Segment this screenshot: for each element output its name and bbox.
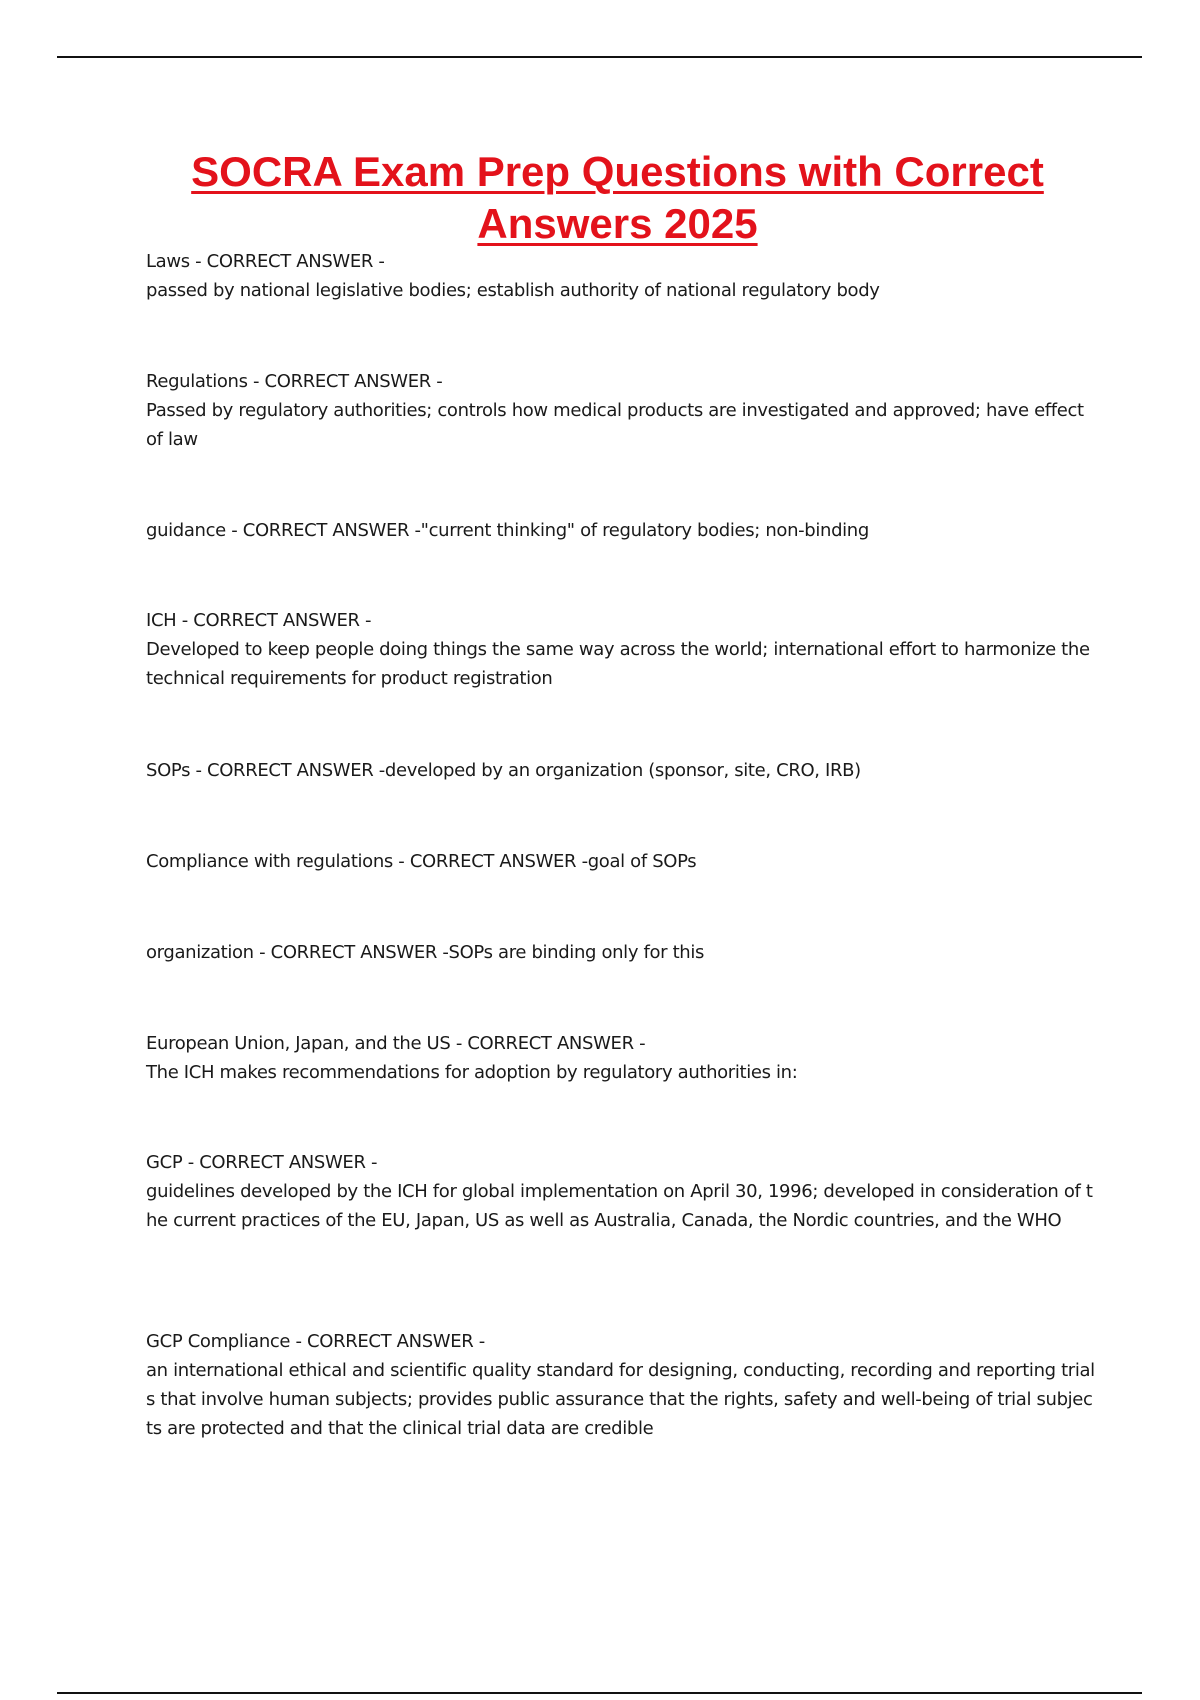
entry-separator: - CORRECT ANSWER - — [176, 610, 372, 631]
entry-separator: - CORRECT ANSWER - — [392, 851, 588, 872]
entry-separator: - CORRECT ANSWER - — [253, 942, 449, 963]
qa-entry-organization — [146, 938, 1096, 967]
entry-definition: Passed by regulatory authorities; controls how medical products are investigated and approved; have effect of law — [146, 400, 1090, 450]
entry-term: GCP Compliance — [146, 1331, 291, 1352]
entry-separator: - CORRECT ANSWER - — [247, 371, 443, 392]
document-title — [150, 146, 1085, 250]
entry-separator: - CORRECT ANSWER - — [290, 1331, 485, 1352]
bottom-rule — [57, 1692, 1142, 1694]
entry-definition: developed by an organization (sponsor, site, CRO, IRB) — [384, 760, 861, 781]
top-rule — [57, 56, 1142, 58]
qa-entry-gcp-compliance — [146, 1327, 1096, 1443]
document-title-text: SOCRA Exam Prep Questions with Correct Answers 2025 — [191, 148, 1044, 247]
entry-definition: passed by national legislative bodies; establish authority of national regulatory body — [146, 280, 880, 301]
entry-term: organization — [146, 942, 254, 963]
entry-separator: - CORRECT ANSWER - — [189, 251, 385, 272]
qa-entry-ich-regions — [146, 1029, 1096, 1087]
entry-term: SOPs — [146, 760, 191, 781]
qa-entry-compliance — [146, 847, 1096, 876]
entry-term: Regulations — [146, 371, 248, 392]
entry-definition: Developed to keep people doing things the same way across the world; international effort to harmonize the technical requirements for product registration — [146, 639, 1096, 689]
qa-entry-guidance — [146, 516, 1096, 545]
entry-term: Compliance with regulations — [146, 851, 393, 872]
entry-definition: The ICH makes recommendations for adoption by regulatory authorities in: — [146, 1062, 798, 1083]
entry-separator: - CORRECT ANSWER - — [225, 520, 421, 541]
qa-entry-gcp — [146, 1148, 1096, 1235]
entry-term: Laws — [146, 251, 190, 272]
entry-definition: goal of SOPs — [587, 851, 697, 872]
entry-term: ICH — [146, 610, 177, 631]
qa-entry-laws — [146, 247, 1096, 305]
entry-definition: SOPs are binding only for this — [448, 942, 705, 963]
qa-entry-sops — [146, 756, 1096, 785]
entry-definition: an international ethical and scientific quality standard for designing, conducting, recording and reporting trials that involve human subjects; provides public assurance that the rights, safety and well-being of trial subjects are protected and that the clinical trial data are credible — [146, 1360, 1095, 1439]
entry-separator: - CORRECT ANSWER - — [190, 760, 385, 781]
entry-definition: guidelines developed by the ICH for global implementation on April 30, 1996; developed in consideration of the current practices of the EU, Japan, US as well as Australia, Canada, the Nordic countries, and the WHO — [146, 1181, 1093, 1231]
entry-separator: - CORRECT ANSWER - — [450, 1033, 646, 1054]
entry-term: guidance — [146, 520, 226, 541]
entry-separator: - CORRECT ANSWER - — [182, 1152, 378, 1173]
qa-entry-regulations — [146, 367, 1096, 454]
entry-term: European Union, Japan, and the US — [146, 1033, 451, 1054]
qa-entry-ich — [146, 606, 1096, 693]
entry-definition: "current thinking" of regulatory bodies; non-binding — [420, 520, 869, 541]
entry-term: GCP — [146, 1152, 183, 1173]
